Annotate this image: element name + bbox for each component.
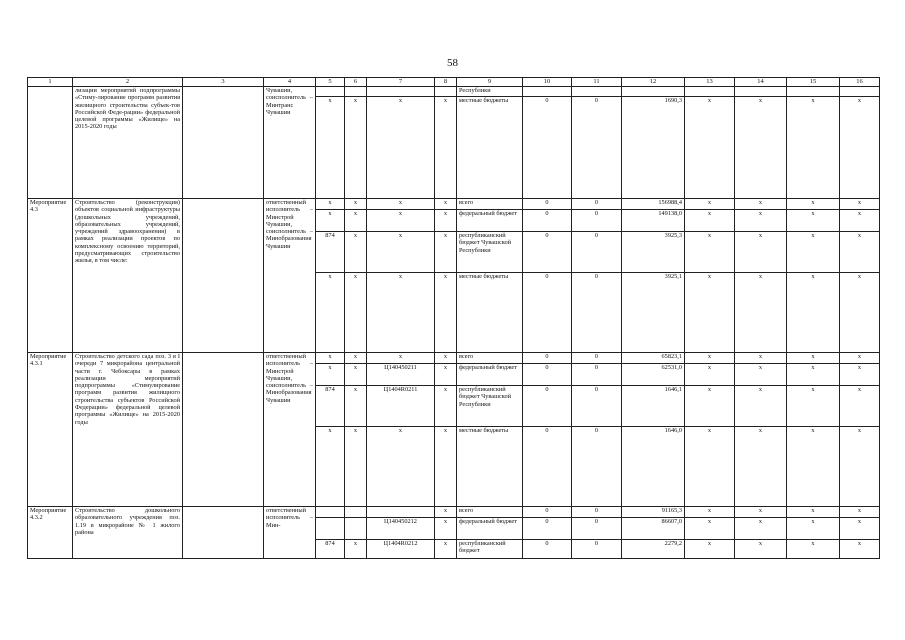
budget-code-cell: x	[735, 273, 787, 353]
budget-code-cell: x	[345, 386, 367, 427]
budget-code-cell: x	[840, 540, 880, 559]
budget-code-cell: x	[685, 518, 735, 540]
budget-code-cell: x	[367, 97, 435, 199]
funding-source-cell: федеральный бюджет	[457, 364, 523, 386]
table-row	[28, 353, 880, 364]
funding-source-cell: федеральный бюджет	[457, 210, 523, 232]
budget-code-cell	[345, 518, 367, 540]
budget-code-cell: x	[435, 273, 457, 353]
budget-code-cell: x	[787, 232, 840, 273]
budget-code-cell: 0	[572, 540, 622, 559]
budget-code-cell: x	[735, 518, 787, 540]
budget-code-cell: 0	[523, 427, 572, 507]
budget-code-cell: x	[685, 97, 735, 199]
budget-code-cell: x	[435, 199, 457, 210]
budget-code-cell: x	[735, 507, 787, 518]
budget-code-cell: x	[367, 353, 435, 364]
column-number-4: 4	[264, 78, 316, 87]
budget-code-cell: x	[840, 353, 880, 364]
column-number-9: 9	[457, 78, 523, 87]
budget-code-cell: x	[435, 386, 457, 427]
budget-code-cell: x	[787, 273, 840, 353]
budget-code-cell: 0	[572, 386, 622, 427]
responsible-executor-cell: ответственный исполнитель – Минстрой Чувашии, соисполнитель – Минобразования Чувашии	[264, 353, 316, 507]
budget-code-cell: x	[787, 353, 840, 364]
budget-code-cell	[345, 87, 367, 97]
budget-code-cell: 0	[523, 540, 572, 559]
funding-source-cell: местные бюджеты	[457, 97, 523, 199]
program-table	[27, 77, 880, 559]
budget-code-cell: x	[685, 364, 735, 386]
budget-code-cell: x	[735, 97, 787, 199]
amount-cell: 156988,4	[622, 199, 685, 210]
responsible-executor-cell: Чувашии, соисполнитель – Минтранс Чувашии	[264, 87, 316, 199]
budget-code-cell: 0	[572, 97, 622, 199]
budget-code-cell: 0	[572, 199, 622, 210]
budget-code-cell	[345, 507, 367, 518]
budget-code-cell: 0	[523, 210, 572, 232]
budget-code-cell: x	[840, 97, 880, 199]
budget-code-cell: x	[787, 199, 840, 210]
budget-code-cell: x	[316, 353, 345, 364]
event-number-cell: Мероприятие 4.3	[28, 199, 73, 353]
amount-cell: 149138,0	[622, 210, 685, 232]
budget-code-cell: x	[685, 232, 735, 273]
budget-code-cell: 0	[572, 507, 622, 518]
budget-code-cell: x	[787, 540, 840, 559]
budget-code-cell: x	[435, 353, 457, 364]
budget-code-cell	[685, 87, 735, 97]
budget-code-cell: x	[316, 97, 345, 199]
budget-code-cell	[435, 87, 457, 97]
column-number-5: 5	[316, 78, 345, 87]
budget-code-cell: 0	[572, 232, 622, 273]
budget-code-cell: x	[787, 97, 840, 199]
budget-code-cell: x	[367, 199, 435, 210]
status-cell	[183, 353, 264, 507]
budget-code-cell: x	[840, 199, 880, 210]
table-row	[28, 87, 880, 97]
budget-code-cell: 0	[523, 364, 572, 386]
amount-cell	[622, 87, 685, 97]
budget-code-cell: 0	[523, 353, 572, 364]
budget-code-cell	[367, 507, 435, 518]
budget-code-cell: x	[435, 97, 457, 199]
budget-code-cell: Ц1404R0212	[367, 540, 435, 559]
budget-code-cell: x	[735, 364, 787, 386]
budget-code-cell: x	[685, 210, 735, 232]
budget-code-cell: x	[345, 364, 367, 386]
column-number-2: 2	[73, 78, 183, 87]
budget-code-cell: x	[367, 427, 435, 507]
column-number-1: 1	[28, 78, 73, 87]
budget-code-cell: x	[735, 427, 787, 507]
budget-code-cell: 0	[523, 518, 572, 540]
event-description-cell: Строительство (реконструкция) объектов социальной инфраструктуры (дошкольных учреждений, образовательных учреждений, учреждений здравоохранения) в рамках реализации проектов по комплексному освоению территорий, предусматривающих строительство жилья, в том числе:	[73, 199, 183, 353]
amount-cell: 62531,0	[622, 364, 685, 386]
funding-source-cell: республиканский бюджет	[457, 540, 523, 559]
column-number-14: 14	[735, 78, 787, 87]
budget-code-cell	[840, 87, 880, 97]
budget-code-cell: x	[840, 210, 880, 232]
responsible-executor-cell: ответственный исполнитель – Мин-	[264, 507, 316, 559]
funding-source-cell: местные бюджеты	[457, 273, 523, 353]
column-number-7: 7	[367, 78, 435, 87]
budget-code-cell: x	[840, 507, 880, 518]
budget-code-cell: x	[685, 540, 735, 559]
budget-code-cell: x	[685, 353, 735, 364]
amount-cell: 1690,3	[622, 97, 685, 199]
budget-code-cell: x	[316, 364, 345, 386]
budget-code-cell: 0	[523, 507, 572, 518]
budget-code-cell: Ц140450211	[367, 364, 435, 386]
budget-code-cell: x	[435, 518, 457, 540]
budget-code-cell: x	[735, 386, 787, 427]
budget-code-cell: 874	[316, 540, 345, 559]
budget-code-cell	[367, 87, 435, 97]
budget-code-cell: x	[345, 97, 367, 199]
event-description-cell: лизации мероприятий подпрограммы «Стиму-лирование программ развития жилищного строительства субъек-тов Российской Феде-рации» федеральной целевой программы «Жилище» на 2015-2020 годы	[73, 87, 183, 199]
budget-code-cell	[523, 87, 572, 97]
amount-cell: 91165,3	[622, 507, 685, 518]
event-description-cell: Строительство дошкольного образовательного учреждения поз. 1.19 в микрорайоне № 1 жилого района	[73, 507, 183, 559]
budget-code-cell: x	[435, 210, 457, 232]
page-number: 58	[447, 57, 458, 69]
budget-code-cell: x	[345, 273, 367, 353]
budget-code-cell: x	[685, 427, 735, 507]
budget-code-cell: x	[685, 386, 735, 427]
budget-code-cell: x	[787, 386, 840, 427]
budget-code-cell: x	[316, 427, 345, 507]
table-row	[28, 199, 880, 210]
budget-code-cell: x	[735, 353, 787, 364]
column-number-15: 15	[787, 78, 840, 87]
budget-code-cell: x	[367, 232, 435, 273]
funding-source-cell: республиканский бюджет Чувашской Республики	[457, 232, 523, 273]
column-number-12: 12	[622, 78, 685, 87]
budget-code-cell: Ц140450212	[367, 518, 435, 540]
funding-source-cell: всего	[457, 353, 523, 364]
budget-code-cell	[316, 87, 345, 97]
budget-code-cell: 0	[572, 353, 622, 364]
event-number-cell: Мероприятие 4.3.2	[28, 507, 73, 559]
budget-code-cell: 874	[316, 386, 345, 427]
budget-code-cell: x	[685, 273, 735, 353]
column-number-8: 8	[435, 78, 457, 87]
responsible-executor-cell: ответственный исполнитель – Минстрой Чувашии, соисполнитель – Минобразования Чувашии	[264, 199, 316, 353]
budget-code-cell: 0	[572, 273, 622, 353]
budget-code-cell: x	[435, 540, 457, 559]
funding-source-cell: местные бюджеты	[457, 427, 523, 507]
budget-code-cell: x	[685, 507, 735, 518]
column-number-13: 13	[685, 78, 735, 87]
budget-code-cell	[572, 87, 622, 97]
funding-source-cell: республиканский бюджет Чувашской Республики	[457, 386, 523, 427]
budget-code-cell: x	[345, 540, 367, 559]
budget-code-cell: x	[787, 210, 840, 232]
budget-code-cell: x	[735, 540, 787, 559]
funding-source-cell: Республики	[457, 87, 523, 97]
budget-code-cell: x	[840, 427, 880, 507]
column-number-10: 10	[523, 78, 572, 87]
amount-cell: 2279,2	[622, 540, 685, 559]
amount-cell: 65823,1	[622, 353, 685, 364]
amount-cell: 1646,1	[622, 386, 685, 427]
budget-code-cell: 0	[572, 518, 622, 540]
budget-code-cell: x	[316, 199, 345, 210]
budget-code-cell: x	[735, 210, 787, 232]
budget-code-cell: x	[840, 518, 880, 540]
budget-code-cell: x	[840, 386, 880, 427]
budget-code-cell: 0	[523, 97, 572, 199]
budget-code-cell: x	[840, 273, 880, 353]
budget-code-cell	[735, 87, 787, 97]
budget-code-cell: 0	[572, 210, 622, 232]
budget-code-cell: x	[435, 507, 457, 518]
budget-code-cell: x	[685, 199, 735, 210]
column-number-11: 11	[572, 78, 622, 87]
budget-code-cell: x	[435, 364, 457, 386]
budget-code-cell: 874	[316, 232, 345, 273]
amount-cell: 3925,3	[622, 232, 685, 273]
budget-code-cell: x	[787, 364, 840, 386]
budget-code-cell	[316, 518, 345, 540]
budget-code-cell: x	[345, 353, 367, 364]
funding-source-cell: всего	[457, 199, 523, 210]
budget-code-cell: x	[735, 199, 787, 210]
column-number-3: 3	[183, 78, 264, 87]
funding-source-cell: федеральный бюджет	[457, 518, 523, 540]
budget-code-cell: x	[840, 364, 880, 386]
amount-cell: 1646,0	[622, 427, 685, 507]
budget-code-cell: 0	[523, 232, 572, 273]
column-number-16: 16	[840, 78, 880, 87]
budget-code-cell: x	[316, 273, 345, 353]
budget-code-cell: 0	[523, 273, 572, 353]
budget-code-cell: x	[367, 273, 435, 353]
status-cell	[183, 507, 264, 559]
event-number-cell: Мероприятие 4.3.1	[28, 353, 73, 507]
budget-code-cell: Ц1404R0211	[367, 386, 435, 427]
budget-code-cell: x	[735, 232, 787, 273]
budget-code-cell: x	[840, 232, 880, 273]
amount-cell: 3925,1	[622, 273, 685, 353]
budget-code-cell: x	[787, 427, 840, 507]
budget-code-cell: x	[787, 507, 840, 518]
funding-source-cell: всего	[457, 507, 523, 518]
table-row	[28, 507, 880, 518]
budget-code-cell: x	[787, 518, 840, 540]
amount-cell: 86607,0	[622, 518, 685, 540]
budget-code-cell: 0	[523, 386, 572, 427]
budget-code-cell: x	[345, 232, 367, 273]
budget-code-cell: x	[345, 199, 367, 210]
column-number-row	[28, 78, 880, 87]
budget-code-cell: x	[345, 210, 367, 232]
budget-code-cell: x	[435, 427, 457, 507]
budget-code-cell	[787, 87, 840, 97]
event-description-cell: Строительство детского сада поз. 3 в I очереди 7 микрорайона центральной части г. Чебоксары в рамках реализации мероприятий подпрограммы «Стимулирование программ развития жилищного строительства субъектов Российской Федерации» федеральной целевой программы «Жилище» на 2015-2020 годы	[73, 353, 183, 507]
budget-code-cell	[316, 507, 345, 518]
status-cell	[183, 87, 264, 199]
budget-code-cell: x	[435, 232, 457, 273]
column-number-6: 6	[345, 78, 367, 87]
status-cell	[183, 199, 264, 353]
budget-code-cell: x	[367, 210, 435, 232]
budget-code-cell: 0	[572, 427, 622, 507]
event-number-cell	[28, 87, 73, 199]
budget-code-cell: 0	[572, 364, 622, 386]
budget-code-cell: 0	[523, 199, 572, 210]
budget-code-cell: x	[316, 210, 345, 232]
budget-code-cell: x	[345, 427, 367, 507]
